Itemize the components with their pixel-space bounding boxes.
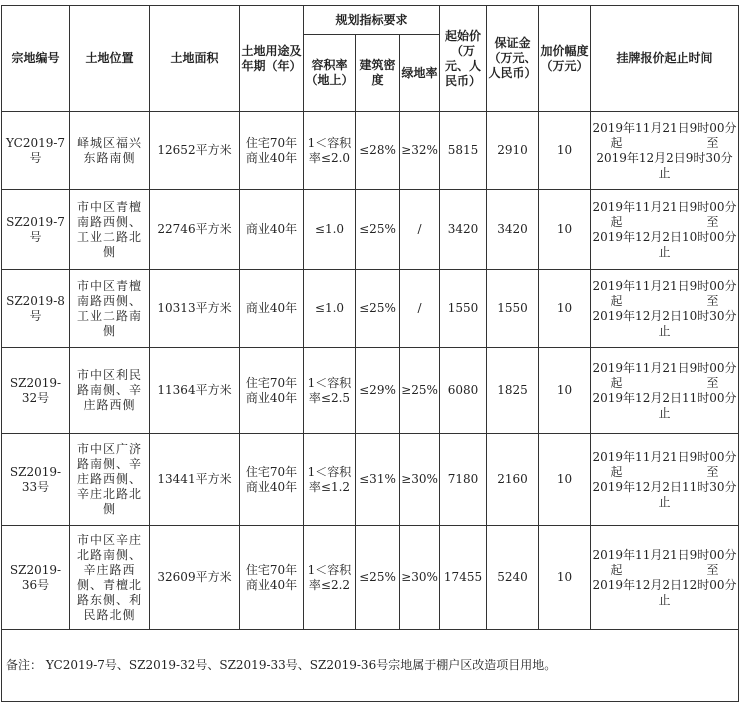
cell-green: ≥32%	[400, 112, 440, 190]
cell-area: 10313平方米	[150, 270, 240, 348]
header-parcel-id: 宗地编号	[2, 6, 70, 112]
cell-green: /	[400, 270, 440, 348]
period-start: 2019年11月21日9时00分	[592, 449, 737, 464]
table-row	[2, 348, 739, 434]
period-start: 2019年11月21日9时00分	[592, 547, 737, 562]
note-row	[2, 630, 739, 702]
cell-price: 7180	[440, 434, 487, 526]
cell-use: 住宅70年商业40年	[240, 434, 304, 526]
land-listing-table	[1, 5, 739, 702]
cell-location: 市中区辛庄北路南侧、辛庄路西侧、青檀北路东侧、利民路北侧	[70, 526, 150, 630]
cell-green: /	[400, 190, 440, 270]
cell-increment: 10	[539, 526, 591, 630]
period-tail: 止	[658, 244, 671, 259]
header-period: 挂牌报价起止时间	[591, 6, 739, 112]
cell-location: 市中区广济路南侧、辛庄路西侧、辛庄北路北侧	[70, 434, 150, 526]
cell-use: 商业40年	[240, 190, 304, 270]
cell-period	[591, 190, 739, 270]
cell-increment: 10	[539, 434, 591, 526]
cell-price: 1550	[440, 270, 487, 348]
header-row-top	[2, 6, 739, 35]
cell-area: 11364平方米	[150, 348, 240, 434]
cell-price: 6080	[440, 348, 487, 434]
header-area: 土地面积	[150, 6, 240, 112]
header-green: 绿地率	[400, 35, 440, 112]
cell-period	[591, 348, 739, 434]
period-tail: 止	[658, 494, 671, 509]
period-start: 2019年11月21日9时00分	[592, 120, 737, 135]
period-tail: 止	[658, 405, 671, 420]
cell-area: 32609平方米	[150, 526, 240, 630]
cell-period	[591, 270, 739, 348]
table-row	[2, 190, 739, 270]
cell-location: 市中区利民路南侧、辛庄路西侧	[70, 348, 150, 434]
period-tail: 止	[658, 592, 671, 607]
cell-density: ≤28%	[356, 112, 400, 190]
cell-increment: 10	[539, 190, 591, 270]
cell-deposit: 3420	[487, 190, 539, 270]
cell-period	[591, 434, 739, 526]
cell-far: ≤1.0	[304, 270, 356, 348]
cell-location: 市中区青檀南路西侧、工业二路北侧	[70, 190, 150, 270]
cell-price: 17455	[440, 526, 487, 630]
period-start: 2019年11月21日9时00分	[592, 199, 737, 214]
cell-area: 22746平方米	[150, 190, 240, 270]
period-start: 2019年11月21日9时00分	[592, 360, 737, 375]
period-mid: 起 至	[610, 293, 719, 308]
table-row	[2, 434, 739, 526]
cell-period	[591, 112, 739, 190]
table-row	[2, 112, 739, 190]
cell-density: ≤25%	[356, 526, 400, 630]
cell-parcel-id: SZ2019-33号	[2, 434, 70, 526]
cell-period	[591, 526, 739, 630]
header-far: 容积率（地上）	[304, 35, 356, 112]
header-location: 土地位置	[70, 6, 150, 112]
header-deposit: 保证金（万元、人民币）	[487, 6, 539, 112]
cell-deposit: 2910	[487, 112, 539, 190]
cell-location: 市中区青檀南路西侧、工业二路南侧	[70, 270, 150, 348]
cell-parcel-id: SZ2019-7号	[2, 190, 70, 270]
period-mid: 起 至	[610, 464, 719, 479]
period-mid: 起 至	[610, 135, 719, 150]
period-mid: 起 至	[610, 375, 719, 390]
cell-use: 住宅70年商业40年	[240, 112, 304, 190]
period-mid: 起 至	[610, 214, 719, 229]
cell-green: ≥25%	[400, 348, 440, 434]
cell-increment: 10	[539, 270, 591, 348]
cell-green: ≥30%	[400, 526, 440, 630]
cell-increment: 10	[539, 112, 591, 190]
cell-area: 12652平方米	[150, 112, 240, 190]
period-mid: 起 至	[610, 562, 719, 577]
header-density: 建筑密度	[356, 35, 400, 112]
cell-increment: 10	[539, 348, 591, 434]
header-start-price: 起始价（万元、人民币）	[440, 6, 487, 112]
cell-deposit: 1550	[487, 270, 539, 348]
header-increment: 加价幅度（万元）	[539, 6, 591, 112]
cell-far: 1＜容积率≤2.2	[304, 526, 356, 630]
cell-far: 1＜容积率≤2.5	[304, 348, 356, 434]
period-end: 2019年12月2日11时30分	[592, 479, 737, 494]
period-end: 2019年12月2日12时00分	[592, 577, 737, 592]
cell-price: 5815	[440, 112, 487, 190]
cell-parcel-id: SZ2019-36号	[2, 526, 70, 630]
cell-deposit: 2160	[487, 434, 539, 526]
cell-far: ≤1.0	[304, 190, 356, 270]
cell-price: 3420	[440, 190, 487, 270]
period-end: 2019年12月2日10时00分	[592, 229, 737, 244]
cell-use: 住宅70年商业40年	[240, 348, 304, 434]
table-row	[2, 526, 739, 630]
cell-location: 峄城区福兴东路南侧	[70, 112, 150, 190]
cell-use: 商业40年	[240, 270, 304, 348]
header-planning: 规划指标要求	[304, 6, 440, 35]
period-tail: 止	[658, 165, 671, 180]
period-end: 2019年12月2日11时00分	[592, 390, 737, 405]
cell-parcel-id: SZ2019-8号	[2, 270, 70, 348]
period-end: 2019年12月2日9时30分	[596, 150, 733, 165]
cell-far: 1＜容积率≤1.2	[304, 434, 356, 526]
period-end: 2019年12月2日10时30分	[592, 308, 737, 323]
cell-deposit: 1825	[487, 348, 539, 434]
header-use-term: 土地用途及年期（年）	[240, 6, 304, 112]
note-text: 备注： YC2019-7号、SZ2019-32号、SZ2019-33号、SZ2019-36号宗地属于棚户区改造项目用地。	[2, 630, 739, 702]
cell-use: 住宅70年商业40年	[240, 526, 304, 630]
cell-density: ≤31%	[356, 434, 400, 526]
cell-area: 13441平方米	[150, 434, 240, 526]
table-row	[2, 270, 739, 348]
cell-density: ≤25%	[356, 190, 400, 270]
cell-green: ≥30%	[400, 434, 440, 526]
cell-far: 1＜容积率≤2.0	[304, 112, 356, 190]
cell-deposit: 5240	[487, 526, 539, 630]
cell-density: ≤29%	[356, 348, 400, 434]
period-start: 2019年11月21日9时00分	[592, 278, 737, 293]
cell-density: ≤25%	[356, 270, 400, 348]
period-tail: 止	[658, 323, 671, 338]
cell-parcel-id: YC2019-7号	[2, 112, 70, 190]
cell-parcel-id: SZ2019-32号	[2, 348, 70, 434]
